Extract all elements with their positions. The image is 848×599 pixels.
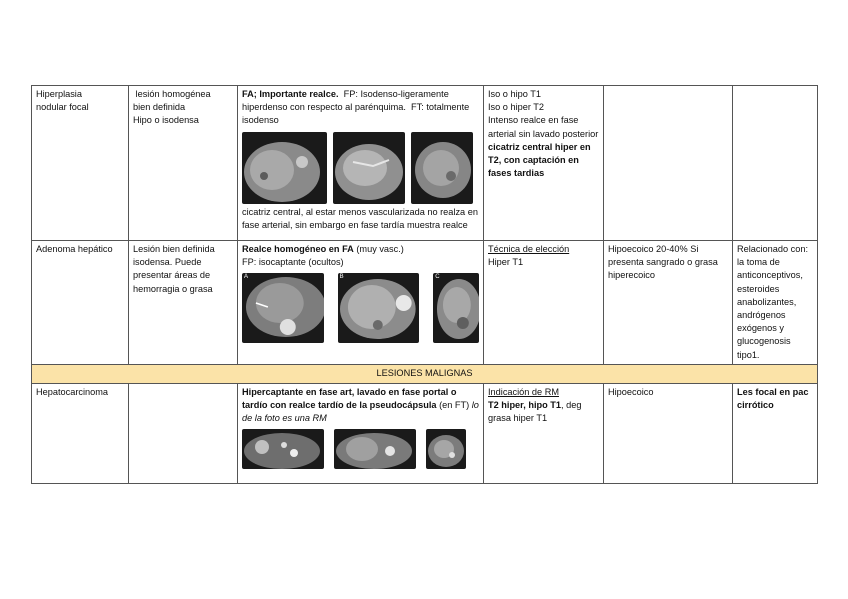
hnf-mri-line2: Iso o hiper T2	[488, 102, 545, 113]
hnf-desc-line3: Hipo o isodensa	[133, 115, 199, 126]
hcc-mri-rest: , deg grasa hiper T1	[488, 400, 582, 424]
hnf-mri-line1: Iso o hipo T1	[488, 89, 541, 99]
cell-hcc-us	[604, 383, 733, 483]
ct-image-hnf-1	[242, 132, 327, 204]
cell-hnf-desc	[129, 86, 238, 241]
table-row-hnf	[32, 86, 818, 241]
hnf-name-line1: Hiperplasia	[36, 89, 82, 99]
cell-adenoma-us	[604, 241, 733, 365]
hcc-ct-rest: (en FT)	[436, 400, 472, 411]
adenoma-mri-text: Hiper T1	[488, 257, 524, 268]
cell-hnf-us	[604, 86, 733, 241]
ct-image-label-b: B	[339, 274, 344, 281]
ct-image-hnf-2	[333, 132, 405, 204]
ct-image-label-a: A	[244, 274, 249, 281]
section-title: LESIONES MALIGNAS	[32, 364, 818, 383]
ct-image-adenoma-a	[242, 273, 324, 343]
hnf-ct-footer: cicatriz central, al estar menos vascularizada no realza en fase arterial, sin embargo en fase tardía muestra realce	[242, 206, 478, 230]
cell-hnf-name	[32, 86, 129, 241]
section-row-malignant	[32, 364, 818, 383]
ct-image-adenoma-b	[338, 273, 420, 343]
hcc-ct-bold: Hipercaptante en fase art, lavado en fase portal o tardío con realce tardío de la pseudocápsula	[242, 386, 457, 411]
hcc-mri-bold: T2 hiper, hipo T1	[488, 400, 561, 411]
cell-hnf-mri	[484, 86, 604, 241]
hnf-name-line2: nodular focal	[36, 102, 89, 113]
adenoma-ct-bold: Realce homogéneo en FA	[242, 244, 354, 254]
hcc-mri-title: Indicación de RM	[488, 386, 559, 397]
cell-hcc-notes	[733, 383, 818, 483]
adenoma-mri-title: Técnica de elección	[488, 244, 570, 254]
adenoma-ct-line2: FP: isocaptante (ocultos)	[242, 257, 344, 268]
adenoma-desc: Lesión bien definida isodensa. Puede presentar áreas de hemorragia o grasa	[133, 244, 215, 294]
table-row-adenoma	[32, 241, 818, 365]
mri-image-hcc-1	[242, 429, 324, 469]
adenoma-notes: Relacionado con: la toma de anticonceptivos, esteroides anabolizantes, andrógenos exógenos y glucogenosis tipo1.	[737, 244, 808, 360]
hnf-ct-images	[242, 132, 479, 204]
cell-adenoma-mri	[484, 241, 604, 365]
cell-adenoma-name	[32, 241, 129, 365]
hcc-images	[242, 429, 479, 469]
hcc-mri-text	[488, 399, 599, 425]
hnf-ct-text: FP: Isodenso-ligeramente hiperdenso con respecto al parénquima. FT: totalmente isodenso	[242, 89, 472, 126]
adenoma-ct-line1	[242, 243, 479, 256]
cell-adenoma-notes	[733, 241, 818, 365]
ct-image-label-c: C	[435, 274, 440, 281]
adenoma-name: Adenoma hepático	[36, 244, 113, 254]
ct-image-adenoma-c	[433, 273, 479, 343]
cell-adenoma-ct	[238, 241, 484, 365]
hcc-name: Hepatocarcinoma	[36, 386, 109, 397]
hcc-notes: Les focal en pac cirrótico	[737, 386, 809, 411]
cell-hnf-notes	[733, 86, 818, 241]
mri-image-hcc-2	[334, 429, 416, 469]
cell-adenoma-desc	[129, 241, 238, 365]
hcc-ct-text	[242, 386, 479, 426]
cell-hcc-name	[32, 383, 129, 483]
adenoma-ct-images	[242, 273, 479, 343]
hnf-ct-bold: FA; Importante realce.	[242, 89, 339, 99]
cell-hcc-ct	[238, 383, 484, 483]
hnf-desc-line2: bien definida	[133, 102, 186, 113]
liver-lesions-table	[31, 85, 818, 484]
table-row-hcc	[32, 383, 818, 483]
cell-hnf-ct	[238, 86, 484, 241]
ct-image-hnf-3	[411, 132, 473, 204]
adenoma-ct-rest: (muy vasc.)	[353, 244, 404, 254]
adenoma-us: Hipoecoico 20-40% Si presenta sangrado o grasa hiperecoico	[608, 244, 718, 281]
hnf-mri-line3: Intenso realce en fase arterial sin lavado posterior	[488, 115, 599, 139]
hnf-ct-header	[242, 88, 479, 128]
hcc-us: Hipoecoico	[608, 386, 654, 397]
cell-hcc-mri	[484, 383, 604, 483]
hnf-desc-line1: lesión homogénea	[133, 89, 211, 99]
hcc-ct-italic: lo de la foto es una RM	[242, 400, 479, 424]
mri-image-hcc-3	[426, 429, 466, 469]
cell-hcc-desc	[129, 383, 238, 483]
hnf-mri-bold: cicatriz central hiper en T2, con captación en fases tardias	[488, 141, 591, 179]
